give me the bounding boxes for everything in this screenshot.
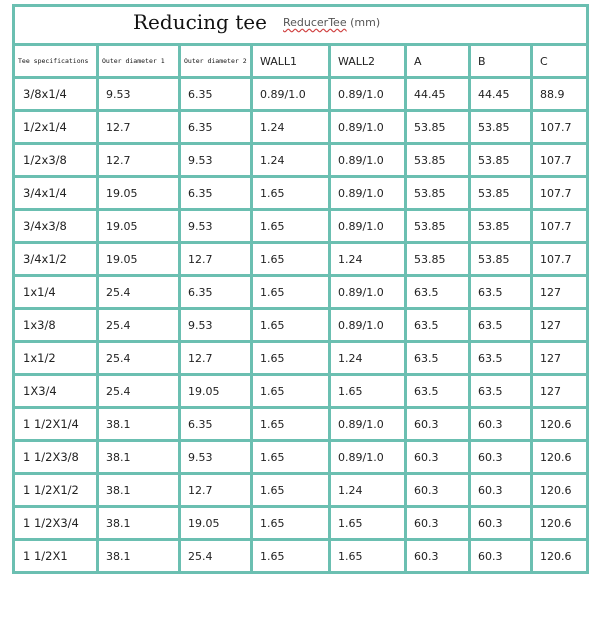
header-wall2: WALL2	[330, 45, 406, 78]
cell-wall1: 1.65	[252, 309, 330, 342]
cell-wall1: 1.24	[252, 111, 330, 144]
cell-outer-diameter-1: 38.1	[98, 540, 180, 573]
cell-wall2: 1.24	[330, 342, 406, 375]
cell-outer-diameter-1: 9.53	[98, 78, 180, 111]
table-row	[14, 342, 588, 375]
cell-spec: 1x3/8	[14, 309, 98, 342]
cell-b: 63.5	[470, 375, 532, 408]
cell-wall1: 1.24	[252, 144, 330, 177]
cell-wall2: 0.89/1.0	[330, 78, 406, 111]
cell-outer-diameter-2: 12.7	[180, 474, 252, 507]
cell-a: 44.45	[406, 78, 470, 111]
cell-wall1: 1.65	[252, 210, 330, 243]
cell-spec: 1/2x1/4	[14, 111, 98, 144]
cell-outer-diameter-1: 12.7	[98, 111, 180, 144]
cell-a: 60.3	[406, 441, 470, 474]
cell-c: 107.7	[532, 243, 588, 276]
subtitle-unit: (mm)	[350, 16, 381, 29]
header-wall1: WALL1	[252, 45, 330, 78]
cell-c: 120.6	[532, 540, 588, 573]
subtitle-word: ReducerTee	[283, 16, 347, 29]
cell-wall2: 1.24	[330, 474, 406, 507]
cell-b: 53.85	[470, 210, 532, 243]
cell-b: 60.3	[470, 474, 532, 507]
cell-b: 60.3	[470, 441, 532, 474]
table-title: Reducing tee	[133, 10, 267, 34]
cell-a: 60.3	[406, 408, 470, 441]
cell-b: 63.5	[470, 309, 532, 342]
cell-outer-diameter-1: 19.05	[98, 177, 180, 210]
cell-wall1: 1.65	[252, 507, 330, 540]
cell-spec: 1 1/2X3/8	[14, 441, 98, 474]
cell-b: 53.85	[470, 144, 532, 177]
table-row	[14, 507, 588, 540]
cell-b: 63.5	[470, 276, 532, 309]
cell-outer-diameter-1: 12.7	[98, 144, 180, 177]
cell-wall1: 1.65	[252, 243, 330, 276]
cell-c: 120.6	[532, 441, 588, 474]
cell-a: 60.3	[406, 540, 470, 573]
table-row	[14, 408, 588, 441]
cell-spec: 1x1/2	[14, 342, 98, 375]
cell-outer-diameter-1: 38.1	[98, 507, 180, 540]
cell-outer-diameter-1: 38.1	[98, 474, 180, 507]
cell-wall1: 1.65	[252, 474, 330, 507]
cell-wall1: 1.65	[252, 408, 330, 441]
cell-wall2: 1.65	[330, 507, 406, 540]
table-row	[14, 276, 588, 309]
cell-outer-diameter-2: 12.7	[180, 342, 252, 375]
cell-outer-diameter-1: 38.1	[98, 408, 180, 441]
cell-outer-diameter-2: 6.35	[180, 177, 252, 210]
cell-spec: 3/4x3/8	[14, 210, 98, 243]
title-row	[14, 6, 588, 45]
reducing-tee-table	[12, 4, 589, 574]
cell-b: 53.85	[470, 111, 532, 144]
cell-a: 63.5	[406, 375, 470, 408]
cell-wall2: 1.24	[330, 243, 406, 276]
cell-wall2: 1.65	[330, 540, 406, 573]
cell-outer-diameter-2: 6.35	[180, 276, 252, 309]
header-row	[14, 45, 588, 78]
cell-spec: 1 1/2X1	[14, 540, 98, 573]
cell-a: 53.85	[406, 111, 470, 144]
cell-b: 60.3	[470, 540, 532, 573]
cell-b: 60.3	[470, 507, 532, 540]
cell-a: 60.3	[406, 507, 470, 540]
cell-spec: 1 1/2X1/4	[14, 408, 98, 441]
cell-b: 53.85	[470, 177, 532, 210]
cell-c: 127	[532, 276, 588, 309]
cell-outer-diameter-2: 9.53	[180, 309, 252, 342]
cell-wall1: 1.65	[252, 177, 330, 210]
cell-wall2: 0.89/1.0	[330, 144, 406, 177]
cell-spec: 1 1/2X3/4	[14, 507, 98, 540]
header-outer-diameter-1: Outer diameter 1	[98, 45, 180, 78]
cell-a: 53.85	[406, 243, 470, 276]
cell-wall1: 1.65	[252, 540, 330, 573]
cell-b: 63.5	[470, 342, 532, 375]
cell-outer-diameter-2: 9.53	[180, 210, 252, 243]
table-row	[14, 111, 588, 144]
cell-wall2: 0.89/1.0	[330, 309, 406, 342]
table-subtitle	[283, 16, 380, 29]
table-row	[14, 177, 588, 210]
cell-c: 107.7	[532, 111, 588, 144]
cell-wall1: 1.65	[252, 441, 330, 474]
cell-wall1: 1.65	[252, 375, 330, 408]
cell-wall2: 0.89/1.0	[330, 408, 406, 441]
cell-b: 44.45	[470, 78, 532, 111]
table-row	[14, 210, 588, 243]
cell-a: 53.85	[406, 210, 470, 243]
cell-spec: 3/8x1/4	[14, 78, 98, 111]
cell-c: 107.7	[532, 177, 588, 210]
title-cell	[14, 6, 588, 45]
cell-spec: 1 1/2X1/2	[14, 474, 98, 507]
cell-b: 53.85	[470, 243, 532, 276]
cell-outer-diameter-2: 6.35	[180, 408, 252, 441]
table-row	[14, 474, 588, 507]
cell-outer-diameter-1: 38.1	[98, 441, 180, 474]
table-row	[14, 441, 588, 474]
cell-a: 53.85	[406, 144, 470, 177]
cell-wall1: 1.65	[252, 276, 330, 309]
cell-c: 120.6	[532, 474, 588, 507]
spec-sheet	[12, 4, 586, 574]
table-row	[14, 243, 588, 276]
cell-c: 120.6	[532, 408, 588, 441]
cell-spec: 3/4x1/2	[14, 243, 98, 276]
cell-a: 63.5	[406, 342, 470, 375]
cell-b: 60.3	[470, 408, 532, 441]
header-tee-specifications: Tee specifications	[14, 45, 98, 78]
cell-wall2: 0.89/1.0	[330, 177, 406, 210]
cell-wall2: 1.65	[330, 375, 406, 408]
cell-a: 60.3	[406, 474, 470, 507]
cell-c: 127	[532, 342, 588, 375]
cell-a: 53.85	[406, 177, 470, 210]
cell-outer-diameter-2: 6.35	[180, 78, 252, 111]
cell-spec: 1X3/4	[14, 375, 98, 408]
cell-spec: 1/2x3/8	[14, 144, 98, 177]
cell-wall2: 0.89/1.0	[330, 111, 406, 144]
header-c: C	[532, 45, 588, 78]
header-a: A	[406, 45, 470, 78]
table-row	[14, 309, 588, 342]
cell-outer-diameter-1: 25.4	[98, 309, 180, 342]
cell-spec: 1x1/4	[14, 276, 98, 309]
cell-c: 120.6	[532, 507, 588, 540]
cell-c: 127	[532, 309, 588, 342]
cell-outer-diameter-1: 25.4	[98, 375, 180, 408]
cell-outer-diameter-2: 25.4	[180, 540, 252, 573]
cell-c: 107.7	[532, 144, 588, 177]
cell-outer-diameter-2: 9.53	[180, 441, 252, 474]
cell-outer-diameter-1: 25.4	[98, 276, 180, 309]
cell-wall2: 0.89/1.0	[330, 276, 406, 309]
cell-c: 107.7	[532, 210, 588, 243]
cell-c: 127	[532, 375, 588, 408]
cell-wall2: 0.89/1.0	[330, 210, 406, 243]
cell-outer-diameter-1: 19.05	[98, 210, 180, 243]
cell-outer-diameter-2: 19.05	[180, 375, 252, 408]
cell-wall2: 0.89/1.0	[330, 441, 406, 474]
table-row	[14, 375, 588, 408]
cell-outer-diameter-1: 19.05	[98, 243, 180, 276]
cell-outer-diameter-1: 25.4	[98, 342, 180, 375]
header-outer-diameter-2: Outer diameter 2	[180, 45, 252, 78]
cell-outer-diameter-2: 12.7	[180, 243, 252, 276]
cell-a: 63.5	[406, 276, 470, 309]
cell-c: 88.9	[532, 78, 588, 111]
cell-wall1: 0.89/1.0	[252, 78, 330, 111]
table-row	[14, 540, 588, 573]
cell-spec: 3/4x1/4	[14, 177, 98, 210]
cell-outer-diameter-2: 9.53	[180, 144, 252, 177]
cell-wall1: 1.65	[252, 342, 330, 375]
table-row	[14, 144, 588, 177]
cell-outer-diameter-2: 19.05	[180, 507, 252, 540]
table-row	[14, 78, 588, 111]
cell-outer-diameter-2: 6.35	[180, 111, 252, 144]
cell-a: 63.5	[406, 309, 470, 342]
header-b: B	[470, 45, 532, 78]
